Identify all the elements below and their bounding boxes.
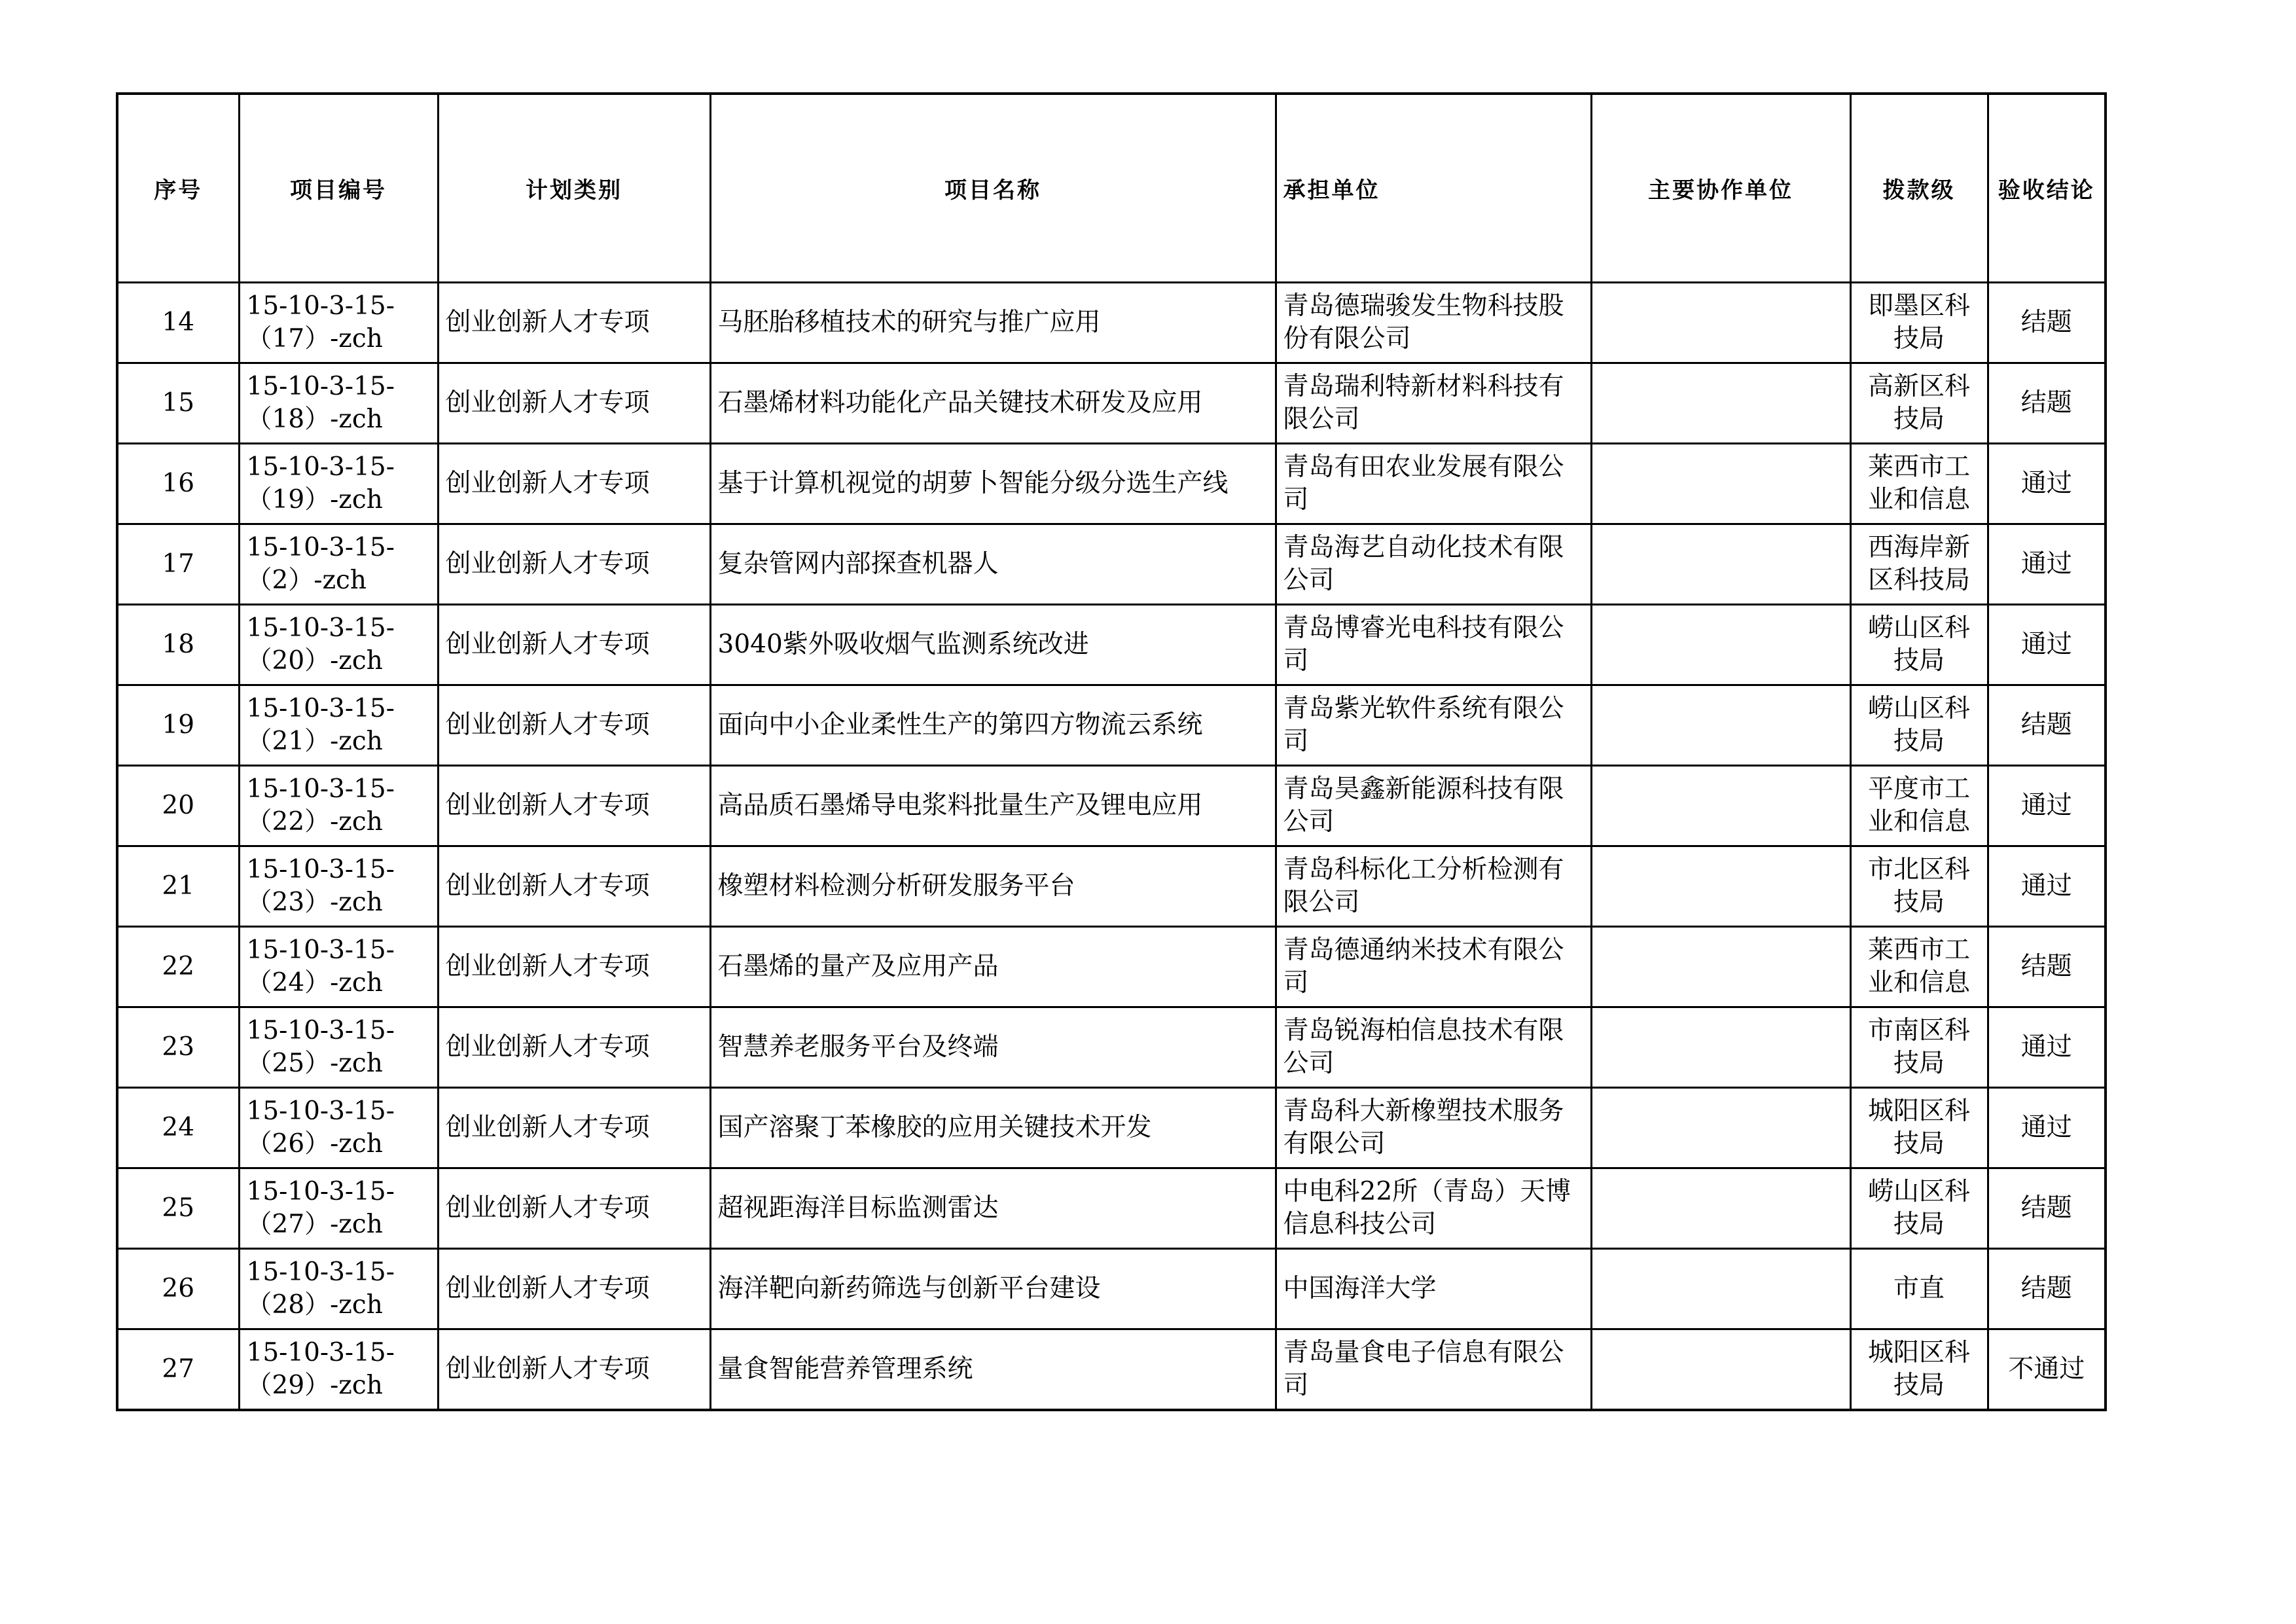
- cell-partner: [1591, 605, 1850, 685]
- cell-result: 结题: [1988, 927, 2106, 1007]
- cell-result: 结题: [1988, 363, 2106, 444]
- cell-code-text: 15-10-3-15-（19）-zch: [246, 452, 395, 514]
- cell-unit: [1276, 524, 1591, 605]
- cell-code-text: 15-10-3-15-（20）-zch: [246, 613, 395, 676]
- cell-name: 复杂管网内部探查机器人: [710, 524, 1276, 605]
- cell-name: 量食智能营养管理系统: [710, 1329, 1276, 1411]
- table-row: [117, 927, 2106, 1007]
- cell-category: 创业创新人才专项: [438, 1007, 710, 1088]
- cell-code: [239, 1329, 438, 1411]
- cell-funding: [1850, 444, 1988, 524]
- cell-code-text: 15-10-3-15-（24）-zch: [246, 935, 395, 998]
- cell-name: 超视距海洋目标监测雷达: [710, 1168, 1276, 1249]
- cell-funding-text: 崂山区科技局: [1867, 1177, 1970, 1239]
- cell-unit-text: 青岛德通纳米技术有限公司: [1283, 935, 1564, 998]
- cell-result: 结题: [1988, 283, 2106, 363]
- table-row: [117, 444, 2106, 524]
- cell-unit-text: 青岛紫光软件系统有限公司: [1283, 694, 1564, 756]
- cell-funding-text: 崂山区科技局: [1867, 694, 1970, 756]
- cell-seq: 25: [117, 1168, 239, 1249]
- cell-result: 通过: [1988, 605, 2106, 685]
- table-header: [117, 94, 2106, 283]
- cell-category: 创业创新人才专项: [438, 685, 710, 766]
- cell-result: 结题: [1988, 1249, 2106, 1329]
- table-row: [117, 363, 2106, 444]
- cell-unit-text: 青岛海艺自动化技术有限公司: [1283, 533, 1564, 595]
- cell-funding-text: 市直: [1893, 1274, 1945, 1303]
- cell-funding: [1850, 1168, 1988, 1249]
- cell-seq: 23: [117, 1007, 239, 1088]
- cell-unit-text: 青岛有田农业发展有限公司: [1283, 452, 1564, 514]
- header-result: 验收结论: [1988, 94, 2106, 283]
- cell-unit: [1276, 1329, 1591, 1411]
- cell-result: 结题: [1988, 1168, 2106, 1249]
- cell-name: 国产溶聚丁苯橡胶的应用关键技术开发: [710, 1088, 1276, 1168]
- cell-unit: [1276, 283, 1591, 363]
- cell-seq: 21: [117, 846, 239, 927]
- cell-unit: [1276, 444, 1591, 524]
- cell-code: [239, 605, 438, 685]
- table-body: [117, 283, 2106, 1411]
- cell-seq: 16: [117, 444, 239, 524]
- cell-result: 通过: [1988, 1007, 2106, 1088]
- cell-name: 马胚胎移植技术的研究与推广应用: [710, 283, 1276, 363]
- cell-funding: [1850, 766, 1988, 846]
- cell-code-text: 15-10-3-15-（22）-zch: [246, 774, 395, 837]
- cell-unit: [1276, 766, 1591, 846]
- cell-category: 创业创新人才专项: [438, 283, 710, 363]
- cell-category: 创业创新人才专项: [438, 1249, 710, 1329]
- cell-code-text: 15-10-3-15-（29）-zch: [246, 1338, 395, 1400]
- cell-funding-text: 崂山区科技局: [1867, 613, 1970, 676]
- cell-funding-text: 平度市工业和信息: [1867, 774, 1970, 837]
- cell-partner: [1591, 927, 1850, 1007]
- cell-seq: 17: [117, 524, 239, 605]
- table-row: [117, 846, 2106, 927]
- cell-unit: [1276, 605, 1591, 685]
- cell-name: 3040紫外吸收烟气监测系统改进: [710, 605, 1276, 685]
- table-row: [117, 685, 2106, 766]
- cell-funding: [1850, 846, 1988, 927]
- cell-unit-text: 青岛瑞利特新材料科技有限公司: [1283, 372, 1564, 434]
- cell-unit: [1276, 685, 1591, 766]
- cell-code-text: 15-10-3-15-（23）-zch: [246, 855, 395, 917]
- table-row: [117, 1329, 2106, 1411]
- cell-unit: [1276, 1007, 1591, 1088]
- cell-funding: [1850, 1007, 1988, 1088]
- cell-code: [239, 846, 438, 927]
- cell-funding-text: 即墨区科技局: [1867, 291, 1970, 353]
- cell-seq: 27: [117, 1329, 239, 1411]
- cell-unit-text: 青岛博睿光电科技有限公司: [1283, 613, 1564, 676]
- header-row: [117, 94, 2106, 283]
- cell-code: [239, 927, 438, 1007]
- cell-partner: [1591, 1329, 1850, 1411]
- cell-unit-text: 青岛科大新橡塑技术服务有限公司: [1283, 1096, 1564, 1159]
- cell-funding-text: 市南区科技局: [1867, 1016, 1970, 1078]
- cell-seq: 14: [117, 283, 239, 363]
- header-code: 项目编号: [239, 94, 438, 283]
- cell-category: 创业创新人才专项: [438, 1329, 710, 1411]
- header-category: 计划类别: [438, 94, 710, 283]
- table-row: [117, 766, 2106, 846]
- table-row: [117, 1249, 2106, 1329]
- cell-code: [239, 363, 438, 444]
- cell-partner: [1591, 363, 1850, 444]
- cell-partner: [1591, 766, 1850, 846]
- header-partner: 主要协作单位: [1591, 94, 1850, 283]
- cell-code: [239, 283, 438, 363]
- cell-name: 高品质石墨烯导电浆料批量生产及锂电应用: [710, 766, 1276, 846]
- cell-funding: [1850, 605, 1988, 685]
- cell-result: 不通过: [1988, 1329, 2106, 1411]
- header-funding: 拨款级: [1850, 94, 1988, 283]
- cell-funding: [1850, 524, 1988, 605]
- cell-name: 面向中小企业柔性生产的第四方物流云系统: [710, 685, 1276, 766]
- header-seq: 序号: [117, 94, 239, 283]
- cell-code: [239, 524, 438, 605]
- cell-funding-text: 莱西市工业和信息: [1867, 935, 1970, 998]
- cell-name: 石墨烯的量产及应用产品: [710, 927, 1276, 1007]
- cell-funding: [1850, 1329, 1988, 1411]
- cell-funding-text: 高新区科技局: [1867, 372, 1970, 434]
- cell-unit-text: 中电科22所（青岛）天博信息科技公司: [1283, 1177, 1571, 1239]
- cell-code-text: 15-10-3-15-（21）-zch: [246, 694, 395, 756]
- cell-partner: [1591, 283, 1850, 363]
- cell-name: 海洋靶向新药筛选与创新平台建设: [710, 1249, 1276, 1329]
- cell-category: 创业创新人才专项: [438, 846, 710, 927]
- cell-unit-text: 青岛德瑞骏发生物科技股份有限公司: [1283, 291, 1564, 353]
- cell-category: 创业创新人才专项: [438, 524, 710, 605]
- cell-result: 通过: [1988, 766, 2106, 846]
- cell-funding: [1850, 363, 1988, 444]
- cell-seq: 19: [117, 685, 239, 766]
- cell-unit: [1276, 1249, 1591, 1329]
- table-row: [117, 1088, 2106, 1168]
- cell-seq: 15: [117, 363, 239, 444]
- cell-funding: [1850, 1088, 1988, 1168]
- cell-unit-text: 中国海洋大学: [1283, 1274, 1437, 1303]
- cell-code-text: 15-10-3-15-（2）-zch: [246, 533, 395, 595]
- cell-category: 创业创新人才专项: [438, 766, 710, 846]
- cell-funding: [1850, 685, 1988, 766]
- cell-funding-text: 市北区科技局: [1867, 855, 1970, 917]
- cell-funding-text: 城阳区科技局: [1867, 1338, 1970, 1400]
- cell-code-text: 15-10-3-15-（25）-zch: [246, 1016, 395, 1078]
- cell-partner: [1591, 444, 1850, 524]
- cell-unit: [1276, 1088, 1591, 1168]
- cell-code: [239, 766, 438, 846]
- cell-code: [239, 685, 438, 766]
- cell-code-text: 15-10-3-15-（28）-zch: [246, 1257, 395, 1320]
- cell-partner: [1591, 1007, 1850, 1088]
- cell-code: [239, 1249, 438, 1329]
- cell-unit-text: 青岛昊鑫新能源科技有限公司: [1283, 774, 1564, 837]
- cell-code-text: 15-10-3-15-（27）-zch: [246, 1177, 395, 1239]
- cell-name: 橡塑材料检测分析研发服务平台: [710, 846, 1276, 927]
- cell-unit: [1276, 1168, 1591, 1249]
- cell-result: 通过: [1988, 846, 2106, 927]
- cell-partner: [1591, 1168, 1850, 1249]
- table-row: [117, 605, 2106, 685]
- table-row: [117, 1168, 2106, 1249]
- cell-funding-text: 西海岸新区科技局: [1867, 533, 1970, 595]
- cell-unit-text: 青岛锐海柏信息技术有限公司: [1283, 1016, 1564, 1078]
- cell-seq: 22: [117, 927, 239, 1007]
- cell-funding: [1850, 283, 1988, 363]
- cell-unit: [1276, 927, 1591, 1007]
- cell-seq: 26: [117, 1249, 239, 1329]
- cell-category: 创业创新人才专项: [438, 1168, 710, 1249]
- cell-unit-text: 青岛科标化工分析检测有限公司: [1283, 855, 1564, 917]
- cell-code-text: 15-10-3-15-（26）-zch: [246, 1096, 395, 1159]
- cell-name: 石墨烯材料功能化产品关键技术研发及应用: [710, 363, 1276, 444]
- cell-funding-text: 城阳区科技局: [1867, 1096, 1970, 1159]
- cell-funding: [1850, 927, 1988, 1007]
- cell-category: 创业创新人才专项: [438, 927, 710, 1007]
- table-row: [117, 283, 2106, 363]
- table-row: [117, 1007, 2106, 1088]
- cell-result: 通过: [1988, 524, 2106, 605]
- cell-code-text: 15-10-3-15-（17）-zch: [246, 291, 395, 353]
- cell-code-text: 15-10-3-15-（18）-zch: [246, 372, 395, 434]
- cell-partner: [1591, 1249, 1850, 1329]
- cell-seq: 18: [117, 605, 239, 685]
- cell-name: 基于计算机视觉的胡萝卜智能分级分选生产线: [710, 444, 1276, 524]
- cell-category: 创业创新人才专项: [438, 444, 710, 524]
- cell-partner: [1591, 1088, 1850, 1168]
- cell-seq: 20: [117, 766, 239, 846]
- cell-unit-text: 青岛量食电子信息有限公司: [1283, 1338, 1564, 1400]
- cell-result: 通过: [1988, 444, 2106, 524]
- header-unit: 承担单位: [1276, 94, 1591, 283]
- cell-partner: [1591, 846, 1850, 927]
- project-acceptance-sheet: [116, 92, 2107, 1411]
- cell-unit: [1276, 846, 1591, 927]
- cell-partner: [1591, 685, 1850, 766]
- cell-result: 通过: [1988, 1088, 2106, 1168]
- cell-category: 创业创新人才专项: [438, 363, 710, 444]
- cell-category: 创业创新人才专项: [438, 605, 710, 685]
- cell-code: [239, 444, 438, 524]
- cell-code: [239, 1168, 438, 1249]
- cell-category: 创业创新人才专项: [438, 1088, 710, 1168]
- cell-seq: 24: [117, 1088, 239, 1168]
- cell-name: 智慧养老服务平台及终端: [710, 1007, 1276, 1088]
- cell-unit: [1276, 363, 1591, 444]
- project-table: [116, 92, 2107, 1411]
- cell-code: [239, 1088, 438, 1168]
- cell-funding: [1850, 1249, 1988, 1329]
- cell-result: 结题: [1988, 685, 2106, 766]
- cell-funding-text: 莱西市工业和信息: [1867, 452, 1970, 514]
- cell-partner: [1591, 524, 1850, 605]
- table-row: [117, 524, 2106, 605]
- header-name: 项目名称: [710, 94, 1276, 283]
- cell-code: [239, 1007, 438, 1088]
